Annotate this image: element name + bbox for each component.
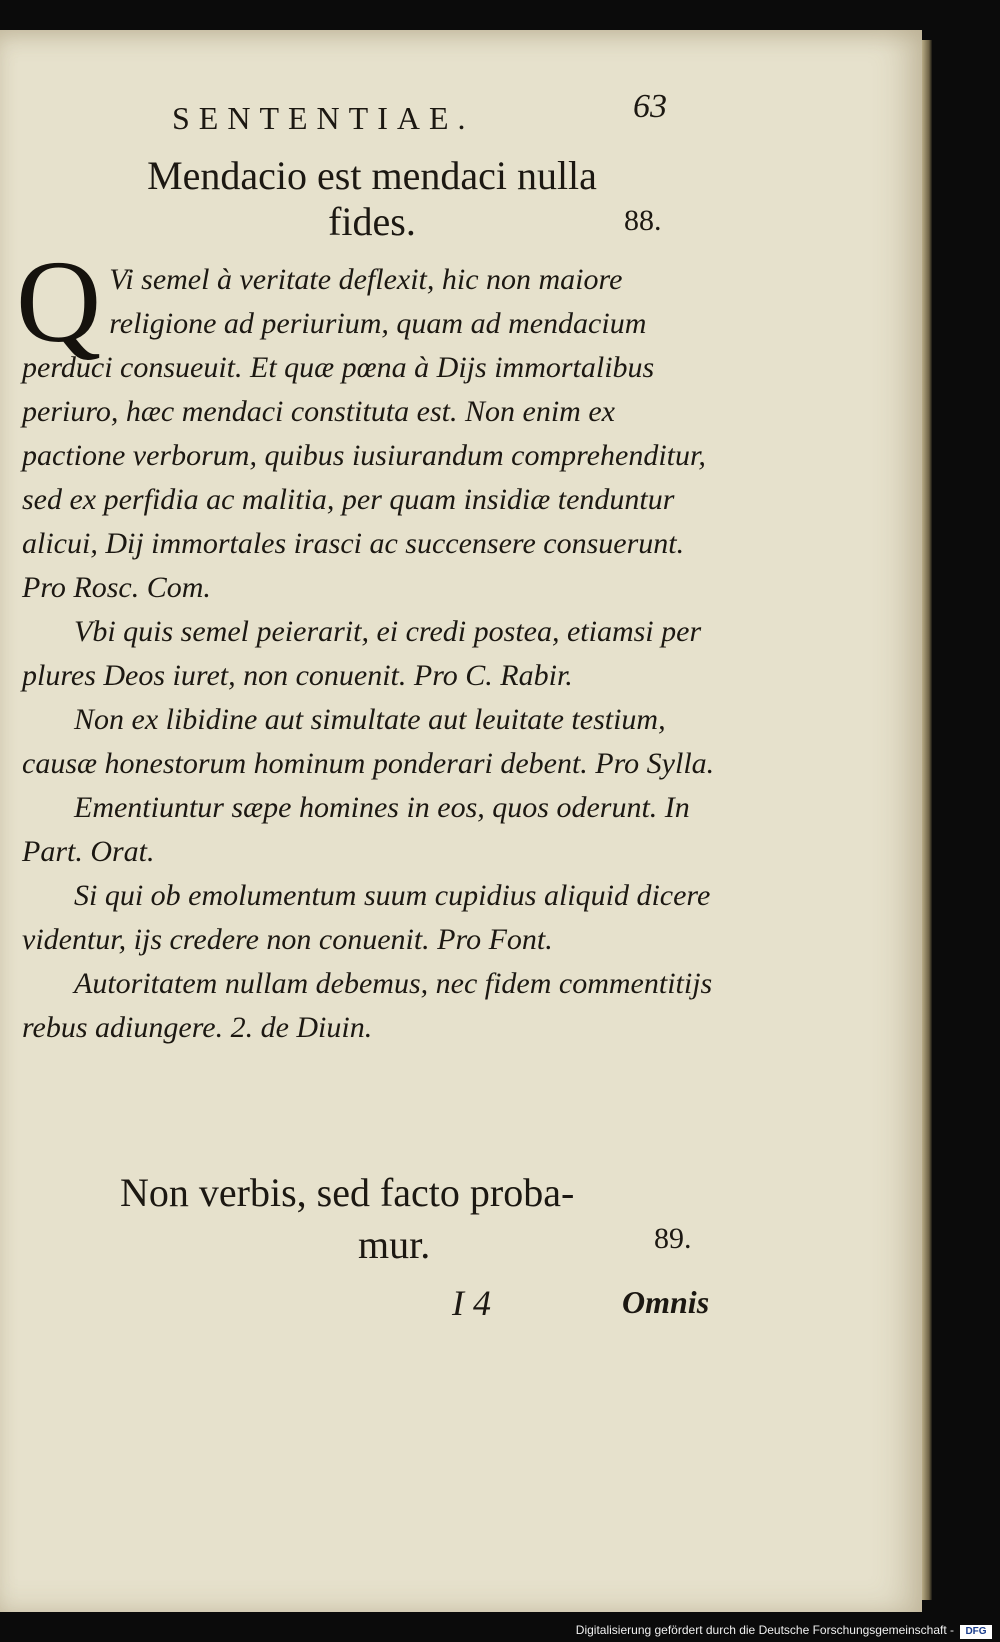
dfg-logo[interactable]: DFG xyxy=(960,1625,992,1639)
heading-line-2: fides. xyxy=(328,199,416,244)
heading-line-1: Mendacio est mendaci nulla xyxy=(147,153,597,198)
running-head: SENTENTIAE. xyxy=(172,100,475,136)
paragraph-5: Si qui ob emolumentum suum cupidius aliquid dicere videntur, ijs credere non conuenit. Pro Font. xyxy=(22,879,711,956)
page-number: 63 xyxy=(633,88,667,125)
paragraph-3: Non ex libidine aut simultate aut leuitate testium, causæ honestorum hominum ponderari debent. Pro Sylla. xyxy=(22,703,715,780)
funding-notice: Digitalisierung gefördert durch die Deutsche Forschungsgemeinschaft - xyxy=(575,1623,954,1637)
dropcap: Q xyxy=(16,236,102,367)
signature-mark: I 4 xyxy=(452,1283,491,1323)
paragraph-2: Vbi quis semel peierarit, ei credi postea, etiamsi per plures Deos iuret, non conuenit. Pro C. Rabir. xyxy=(22,615,702,692)
body-text xyxy=(16,236,722,1050)
section-number-89: 89. xyxy=(654,1222,692,1255)
paragraph-1-text: Vi semel à veritate deflexit, hic non maiore religione ad periurium, quam ad mendacium perduci consueuit. Et quæ pœna à Dijs immortalibus periuro, hæc mendaci constituta est. Non enim ex pactione verborum, quibus iusiurandum comprehenditur, sed ex perfidia ac malitia, per quam insidiæ tenduntur alicui, Dij immortales irasci ac succensere consuerunt. Pro Rosc. Com. xyxy=(22,263,706,604)
catchword: Omnis xyxy=(622,1284,710,1320)
paragraph-6: Autoritatem nullam debemus, nec fidem commentitijs rebus adiungere. 2. de Diuin. xyxy=(22,967,713,1044)
heading-line-1: Non verbis, sed facto proba- xyxy=(120,1170,575,1215)
section-number-88: 88. xyxy=(624,204,662,237)
heading-line-2: mur. xyxy=(358,1222,431,1267)
page-edge xyxy=(922,40,932,1600)
section-heading-89 xyxy=(120,1167,680,1271)
section-heading-88 xyxy=(92,153,652,245)
paragraph-1 xyxy=(16,236,722,610)
paragraph-4: Ementiuntur sæpe homines in eos, quos oderunt. In Part. Orat. xyxy=(22,791,690,868)
